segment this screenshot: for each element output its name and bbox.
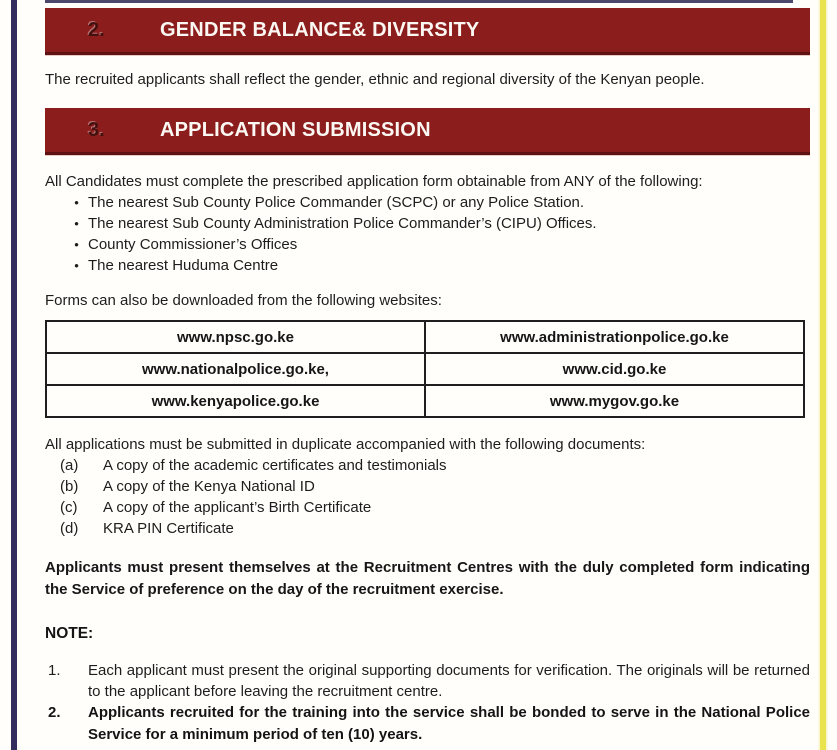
list-item [45, 455, 810, 476]
note-heading: NOTE: [45, 625, 94, 642]
list-item [45, 234, 810, 255]
notes-list [45, 660, 810, 746]
bullet-icon: • [74, 237, 79, 252]
list-item [45, 476, 810, 497]
section-3-title: APPLICATION SUBMISSION [160, 118, 431, 141]
section-2-title: GENDER BALANCE& DIVERSITY [160, 18, 480, 41]
note-number: 2. [48, 703, 61, 721]
list-item [45, 497, 810, 518]
section-2-header-bar [45, 8, 810, 55]
websites-table [45, 320, 805, 418]
form-source-text: The nearest Huduma Centre [88, 257, 279, 274]
form-source-text: The nearest Sub County Police Commander (SCPC) or any Police Station. [88, 194, 585, 211]
website-cell: www.npsc.go.ke [46, 321, 425, 353]
right-edge-rule [820, 0, 826, 750]
website-cell: www.kenyapolice.go.ke [46, 385, 425, 417]
table-row [46, 321, 804, 353]
note-item [45, 702, 810, 746]
websites-intro: Forms can also be downloaded from the following websites: [45, 292, 442, 309]
section-2-number: 2. [88, 18, 105, 41]
document-item-text: KRA PIN Certificate [103, 520, 234, 537]
note-number: 1. [48, 661, 61, 679]
section-3-header-bar [45, 108, 810, 155]
list-item [45, 518, 810, 539]
document-item-text: A copy of the applicant’s Birth Certificate [103, 499, 372, 516]
document-item-label: (c) [60, 499, 78, 516]
diversity-paragraph: The recruited applicants shall reflect the gender, ethnic and regional diversity of the Kenyan people. [45, 71, 705, 88]
document-item-text: A copy of the academic certificates and testimonials [103, 457, 447, 474]
section-3-number: 3. [88, 118, 105, 141]
note-text: Applicants recruited for the training into the service shall be bonded to serve in the National Police Service for a minimum period of ten (10) years. [88, 703, 810, 743]
application-form-intro: All Candidates must complete the prescribed application form obtainable from ANY of the following: [45, 173, 703, 190]
bullet-icon: • [74, 258, 79, 273]
list-item [45, 192, 810, 213]
required-documents-list [45, 455, 810, 539]
form-source-text: County Commissioner’s Offices [88, 236, 298, 253]
bullet-icon: • [74, 195, 79, 210]
previous-content-cutoff-rule [45, 0, 793, 3]
document-item-text: A copy of the Kenya National ID [103, 478, 315, 495]
document-item-label: (b) [60, 478, 79, 495]
website-cell: www.administrationpolice.go.ke [425, 321, 804, 353]
list-item [45, 213, 810, 234]
note-text: Each applicant must present the original supporting documents for verification. The originals will be returned to the applicant before leaving the recruitment centre. [88, 661, 810, 700]
list-item [45, 255, 810, 276]
document-item-label: (a) [60, 457, 79, 474]
documents-intro: All applications must be submitted in duplicate accompanied with the following documents: [45, 436, 646, 453]
form-sources-list [45, 192, 810, 276]
document-content [45, 8, 810, 750]
form-source-text: The nearest Sub County Administration Police Commander’s (CIPU) Offices. [88, 215, 597, 232]
website-cell: www.mygov.go.ke [425, 385, 804, 417]
note-item [45, 660, 810, 702]
bullet-icon: • [74, 216, 79, 231]
document-item-label: (d) [60, 520, 79, 537]
table-row [46, 385, 804, 417]
recruitment-centre-notice: Applicants must present themselves at the Recruitment Centres with the duly completed form indicating the Service of preference on the day of the recruitment exercise. [45, 559, 810, 598]
table-row [46, 353, 804, 385]
website-cell: www.cid.go.ke [425, 353, 804, 385]
left-edge-rule [11, 0, 17, 750]
website-cell: www.nationalpolice.go.ke, [46, 353, 425, 385]
